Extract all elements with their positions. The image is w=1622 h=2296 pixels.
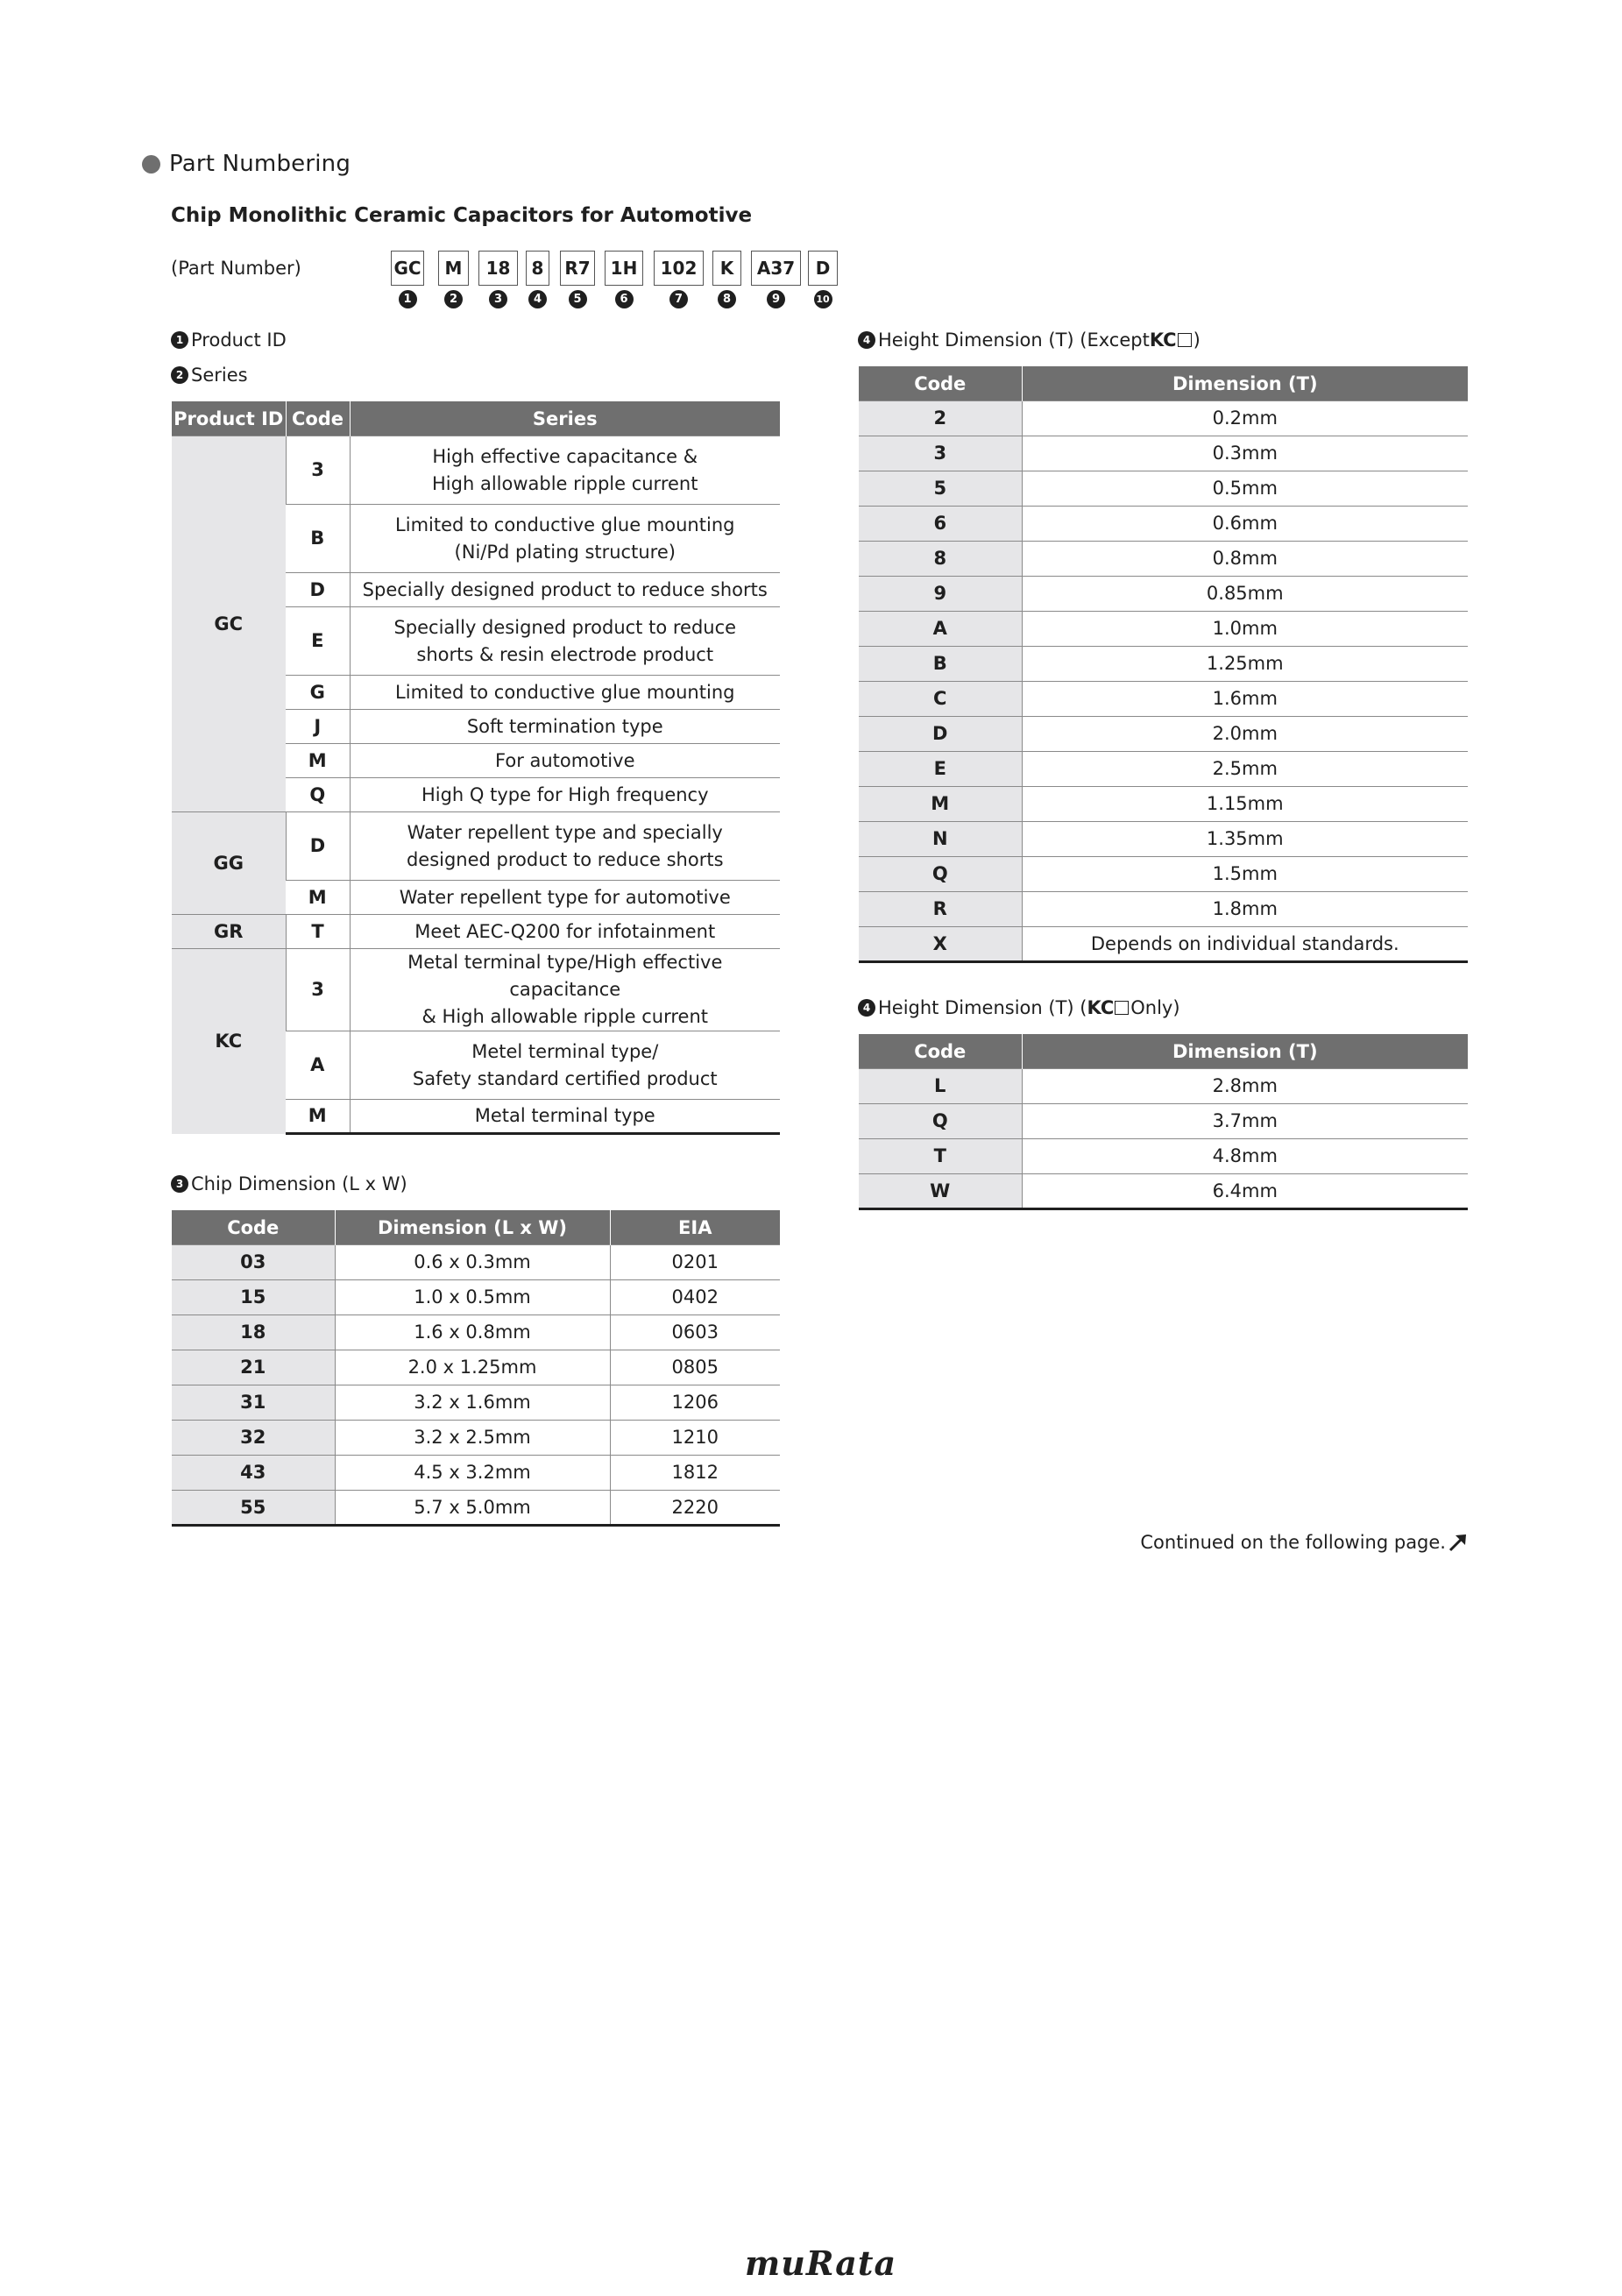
value-cell: 1.6 x 0.8mm [335,1315,610,1350]
value-cell: 0603 [610,1315,780,1350]
product-id-label: Product ID [191,330,287,351]
cell-line: High effective capacitance & [432,445,698,467]
part-number-segment: 1H [605,251,643,286]
table-row [859,1069,1468,1104]
code-cell: 03 [172,1245,335,1280]
series-cell [350,778,780,812]
value-cell: 1206 [610,1385,780,1421]
table-row [859,822,1468,857]
value-cell: 3.7mm [1022,1104,1468,1139]
value-cell: 2.5mm [1022,752,1468,787]
part-number-segment: 18 [478,251,518,286]
series-cell [350,505,780,573]
series-label: Series [191,365,248,386]
cell-line: Water repellent type and specially [407,821,723,843]
cell-line: shorts & resin electrode product [416,643,714,665]
section-heading [142,151,351,177]
value-cell: 5.7 x 5.0mm [335,1491,610,1526]
column-header: Dimension (L x W) [335,1210,610,1245]
part-number-index-badge: 1 [399,290,417,308]
bullet-icon [142,155,160,174]
column-header: Dimension (T) [1022,366,1468,401]
cell-line: (Ni/Pd plating structure) [454,541,676,563]
cell-line: High allowable ripple current [432,472,698,494]
code-cell: M [859,787,1022,822]
part-number-label: (Part Number) [171,258,301,279]
series-cell [350,744,780,778]
value-cell: 4.5 x 3.2mm [335,1456,610,1491]
value-cell: 2.0mm [1022,717,1468,752]
value-cell: 0.3mm [1022,436,1468,471]
code-cell: 2 [859,401,1022,436]
heading-text: Part Numbering [169,151,351,177]
series-cell [350,1100,780,1134]
value-cell: 3.2 x 1.6mm [335,1385,610,1421]
code-cell: M [286,881,350,915]
height2-prefix: Height Dimension (T) ( [878,997,1087,1018]
table-row [172,436,780,505]
column-header: Code [286,401,350,436]
code-cell: 8 [859,542,1022,577]
table-row [172,949,780,1031]
value-cell: 0.8mm [1022,542,1468,577]
code-cell: 3 [286,436,350,505]
part-number-index-badge: 5 [569,290,587,308]
table-header-row [859,1034,1468,1069]
cell-line: Soft termination type [466,715,663,737]
value-cell: 0201 [610,1245,780,1280]
part-number-index-badge: 2 [444,290,463,308]
table-header-row [859,366,1468,401]
cell-line: Specially designed product to reduce [393,616,737,638]
value-cell: 1.35mm [1022,822,1468,857]
height1-suffix: ) [1193,330,1201,351]
height1-prefix: Height Dimension (T) (Except [878,330,1150,351]
table-row [859,577,1468,612]
table-row [859,752,1468,787]
code-cell: Q [859,857,1022,892]
code-cell: W [859,1174,1022,1209]
series-cell [350,881,780,915]
code-cell: A [859,612,1022,647]
table-row [859,927,1468,962]
height-dimension-table [859,366,1468,963]
height-dimension-kc-title [858,997,1180,1018]
code-cell: 18 [172,1315,335,1350]
cell-line: Meet AEC-Q200 for infotainment [414,920,716,942]
value-cell: 3.2 x 2.5mm [335,1421,610,1456]
height1-kc: KC [1149,330,1177,351]
code-cell: B [859,647,1022,682]
value-cell: 1.0 x 0.5mm [335,1280,610,1315]
part-number-index-badge: 9 [767,290,785,308]
code-cell: T [859,1139,1022,1174]
height2-kc: KC [1087,997,1115,1018]
value-cell: 1.25mm [1022,647,1468,682]
column-header: Dimension (T) [1022,1034,1468,1069]
code-cell: B [286,505,350,573]
table-row [859,682,1468,717]
code-cell: 9 [859,577,1022,612]
part-number-index-badge: 3 [489,290,507,308]
subheading: Chip Monolithic Ceramic Capacitors for Automotive [171,204,753,227]
column-header: Code [859,1034,1022,1069]
value-cell: 1.5mm [1022,857,1468,892]
value-cell: 1210 [610,1421,780,1456]
circled-number-4: 4 [858,331,875,349]
column-header: Code [859,366,1022,401]
series-cell [350,1031,780,1100]
value-cell: 1812 [610,1456,780,1491]
table-row [859,471,1468,507]
continued-note [1140,1532,1469,1553]
part-number-index-badge: 10 [814,290,832,308]
code-cell: 3 [859,436,1022,471]
part-number-segment: GC [391,251,424,286]
table-row [859,542,1468,577]
column-header: Product ID [172,401,286,436]
code-cell: D [859,717,1022,752]
product-id-cell: GR [172,915,286,949]
series-cell [350,436,780,505]
code-cell: 6 [859,507,1022,542]
cell-line: Safety standard certified product [412,1067,718,1089]
code-cell: A [286,1031,350,1100]
table-row [172,915,780,949]
cell-line: designed product to reduce shorts [406,848,724,870]
code-cell: D [286,812,350,881]
code-cell: L [859,1069,1022,1104]
table-row [859,1174,1468,1209]
table-row [172,812,780,881]
code-cell: T [286,915,350,949]
code-cell: R [859,892,1022,927]
table-row [859,436,1468,471]
continued-text: Continued on the following page. [1140,1532,1446,1553]
table-row [172,1280,780,1315]
product-id-cell: GG [172,812,286,915]
table-row [172,1491,780,1526]
part-number-index-badge: 4 [528,290,547,308]
cell-line: Specially designed product to reduce shorts [362,578,768,600]
cell-line: & High allowable ripple current [421,1006,708,1027]
code-cell: 43 [172,1456,335,1491]
code-cell: 32 [172,1421,335,1456]
value-cell: 2.8mm [1022,1069,1468,1104]
code-cell: M [286,1100,350,1134]
table-row [859,647,1468,682]
murata-logo: muRata [745,2243,897,2283]
part-number-segment: A37 [751,251,801,286]
part-number-segment: K [712,251,741,286]
arrow-up-right-icon [1448,1532,1469,1553]
code-cell: X [859,927,1022,962]
code-cell: E [859,752,1022,787]
value-cell: 0.5mm [1022,471,1468,507]
table-row [859,507,1468,542]
code-cell: M [286,744,350,778]
table-row [172,1385,780,1421]
code-cell: 5 [859,471,1022,507]
code-cell: D [286,573,350,607]
code-cell: 3 [286,949,350,1031]
value-cell: 2.0 x 1.25mm [335,1350,610,1385]
cell-line: Metel terminal type/ [471,1040,659,1062]
product-id-cell: KC [172,949,286,1134]
part-number-index-badge: 8 [718,290,736,308]
value-cell: 0.2mm [1022,401,1468,436]
table-row [859,1139,1468,1174]
code-cell: 15 [172,1280,335,1315]
value-cell: 1.6mm [1022,682,1468,717]
part-number-index-badge: 7 [669,290,688,308]
code-cell: 21 [172,1350,335,1385]
table-row [172,1421,780,1456]
part-number-segment: 8 [526,251,549,286]
table-row [859,1104,1468,1139]
product-id-cell: GC [172,436,286,812]
cell-line: Metal terminal type/High effective capacitance [407,952,723,1000]
series-cell [350,812,780,881]
cell-line: High Q type for High frequency [421,783,709,805]
value-cell: 1.8mm [1022,892,1468,927]
value-cell: 2220 [610,1491,780,1526]
circled-number-1: 1 [171,331,188,349]
series-cell [350,710,780,744]
cell-line: Limited to conductive glue mounting [395,514,735,535]
value-cell: 1.15mm [1022,787,1468,822]
series-cell [350,573,780,607]
value-cell: 0.6 x 0.3mm [335,1245,610,1280]
column-header: EIA [610,1210,780,1245]
part-number-index-badge: 6 [615,290,634,308]
table-row [859,787,1468,822]
table-row [172,1350,780,1385]
value-cell: 6.4mm [1022,1174,1468,1209]
height2-suffix: Only) [1130,997,1180,1018]
code-cell: E [286,607,350,676]
blank-box-icon [1115,1001,1129,1015]
table-row [172,1245,780,1280]
value-cell: 4.8mm [1022,1139,1468,1174]
table-row [859,892,1468,927]
part-number-segment: D [808,251,838,286]
circled-number-4b: 4 [858,999,875,1017]
value-cell: Depends on individual standards. [1022,927,1468,962]
cell-line: Water repellent type for automotive [399,886,731,908]
series-cell [350,949,780,1031]
table-header-row [172,1210,780,1245]
table-row [859,717,1468,752]
value-cell: 0402 [610,1280,780,1315]
height-dimension-kc-table [859,1034,1468,1210]
code-cell: C [859,682,1022,717]
blank-box-icon [1178,333,1192,347]
table-header-row [172,401,780,436]
part-number-segment: R7 [560,251,595,286]
series-cell [350,607,780,676]
code-cell: 55 [172,1491,335,1526]
part-number-segment: M [438,251,469,286]
code-cell: N [859,822,1022,857]
code-cell: Q [859,1104,1022,1139]
series-title [171,365,248,386]
cell-line: Metal terminal type [474,1105,655,1126]
value-cell: 0.85mm [1022,577,1468,612]
value-cell: 0805 [610,1350,780,1385]
circled-number-2: 2 [171,366,188,384]
product-id-title [171,330,287,351]
table-row [859,857,1468,892]
series-cell [350,915,780,949]
value-cell: 1.0mm [1022,612,1468,647]
code-cell: Q [286,778,350,812]
cell-line: Limited to conductive glue mounting [395,681,735,703]
series-cell [350,676,780,710]
column-header: Series [350,401,780,436]
table-row [859,612,1468,647]
part-number-segment: 102 [654,251,704,286]
code-cell: J [286,710,350,744]
column-header: Code [172,1210,335,1245]
chip-dimension-label: Chip Dimension (L x W) [191,1173,407,1194]
code-cell: 31 [172,1385,335,1421]
chip-dimension-title [171,1173,407,1194]
code-cell: G [286,676,350,710]
table-row [172,1315,780,1350]
series-table [172,401,780,1135]
cell-line: For automotive [495,749,635,771]
table-row [859,401,1468,436]
height-dimension-except-kc-title [858,330,1201,351]
table-row [172,1456,780,1491]
chip-dimension-table [172,1210,780,1527]
circled-number-3: 3 [171,1175,188,1193]
value-cell: 0.6mm [1022,507,1468,542]
